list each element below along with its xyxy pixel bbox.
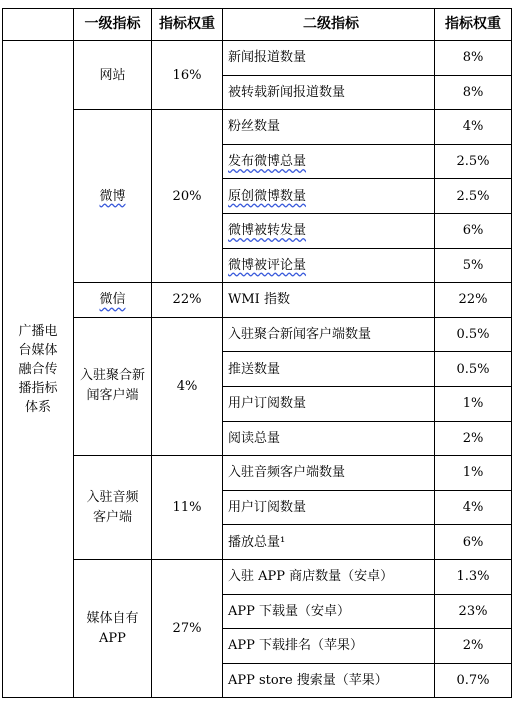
level2-name: 阅读总量 <box>223 421 435 456</box>
level2-name: APP 下载排名（苹果） <box>223 629 435 664</box>
level1-weight: 11% <box>152 456 223 560</box>
level2-name: WMI 指数 <box>223 283 435 318</box>
level1-name: 网站 <box>74 41 152 110</box>
level2-name: 新闻报道数量 <box>223 41 435 76</box>
table-row <box>3 456 512 491</box>
level2-name: 微博被转发量 <box>228 223 307 239</box>
level2-name-cell <box>223 144 435 179</box>
level2-weight: 23% <box>435 594 512 629</box>
header-level1: 一级指标 <box>74 9 152 41</box>
header-weight2: 指标权重 <box>435 9 512 41</box>
root-label-cell <box>3 41 74 698</box>
level1-name-cell <box>74 317 152 455</box>
level2-weight: 0.7% <box>435 663 512 698</box>
level1-name: 微信 <box>99 292 126 308</box>
level2-name: 推送数量 <box>223 352 435 387</box>
level2-name: 入驻音频客户端数量 <box>223 456 435 491</box>
table-row <box>3 110 512 145</box>
level1-name-cell <box>74 456 152 560</box>
table-row <box>3 317 512 352</box>
indicator-table <box>2 8 512 698</box>
level1-weight: 4% <box>152 317 223 455</box>
level2-name: 被转载新闻报道数量 <box>223 75 435 110</box>
table-row <box>3 283 512 318</box>
level2-weight: 2.5% <box>435 179 512 214</box>
level2-name: 入驻聚合新闻客户端数量 <box>223 317 435 352</box>
level2-weight: 4% <box>435 110 512 145</box>
header-weight1: 指标权重 <box>152 9 223 41</box>
level2-name: 发布微博总量 <box>228 154 307 170</box>
level2-name-cell <box>223 179 435 214</box>
level1-name-cell <box>74 110 152 283</box>
table-row <box>3 41 512 76</box>
level2-weight: 22% <box>435 283 512 318</box>
level1-weight: 27% <box>152 559 223 697</box>
level1-weight: 16% <box>152 41 223 110</box>
level2-weight: 2.5% <box>435 144 512 179</box>
level2-weight: 1% <box>435 386 512 421</box>
table-row <box>3 559 512 594</box>
level2-name: APP 下载量（安卓） <box>223 594 435 629</box>
level2-weight: 6% <box>435 525 512 560</box>
level2-weight: 8% <box>435 41 512 76</box>
level2-weight: 1% <box>435 456 512 491</box>
level2-name: APP store 搜索量（苹果） <box>223 663 435 698</box>
level1-name: 微博 <box>99 188 126 204</box>
level2-name: 入驻 APP 商店数量（安卓） <box>223 559 435 594</box>
level2-weight: 0.5% <box>435 352 512 387</box>
root-label: 广播电台媒体融合传播指标体系 <box>18 323 58 415</box>
level2-weight: 8% <box>435 75 512 110</box>
level1-name: 入驻聚合新闻客户端 <box>79 368 145 404</box>
level2-name-cell <box>223 248 435 283</box>
level1-name-cell <box>74 559 152 697</box>
level1-name: 入驻音频客户端 <box>86 489 139 525</box>
level2-weight: 0.5% <box>435 317 512 352</box>
header-blank <box>3 9 74 41</box>
level2-weight: 6% <box>435 213 512 248</box>
level2-weight: 1.3% <box>435 559 512 594</box>
level2-name: 原创微博数量 <box>228 188 307 204</box>
level1-weight: 20% <box>152 110 223 283</box>
header-row <box>3 9 512 41</box>
level2-weight: 4% <box>435 490 512 525</box>
level2-weight: 2% <box>435 629 512 664</box>
level2-weight: 5% <box>435 248 512 283</box>
level2-name: 粉丝数量 <box>223 110 435 145</box>
level2-name: 微博被评论量 <box>228 257 307 273</box>
level1-weight: 22% <box>152 283 223 318</box>
level2-name: 用户订阅数量 <box>223 386 435 421</box>
level1-name-cell <box>74 283 152 318</box>
level2-name: 用户订阅数量 <box>223 490 435 525</box>
level2-weight: 2% <box>435 421 512 456</box>
level1-name: 媒体自有APP <box>86 610 139 646</box>
level2-name: 播放总量¹ <box>223 525 435 560</box>
level2-name-cell <box>223 213 435 248</box>
header-level2: 二级指标 <box>223 9 435 41</box>
